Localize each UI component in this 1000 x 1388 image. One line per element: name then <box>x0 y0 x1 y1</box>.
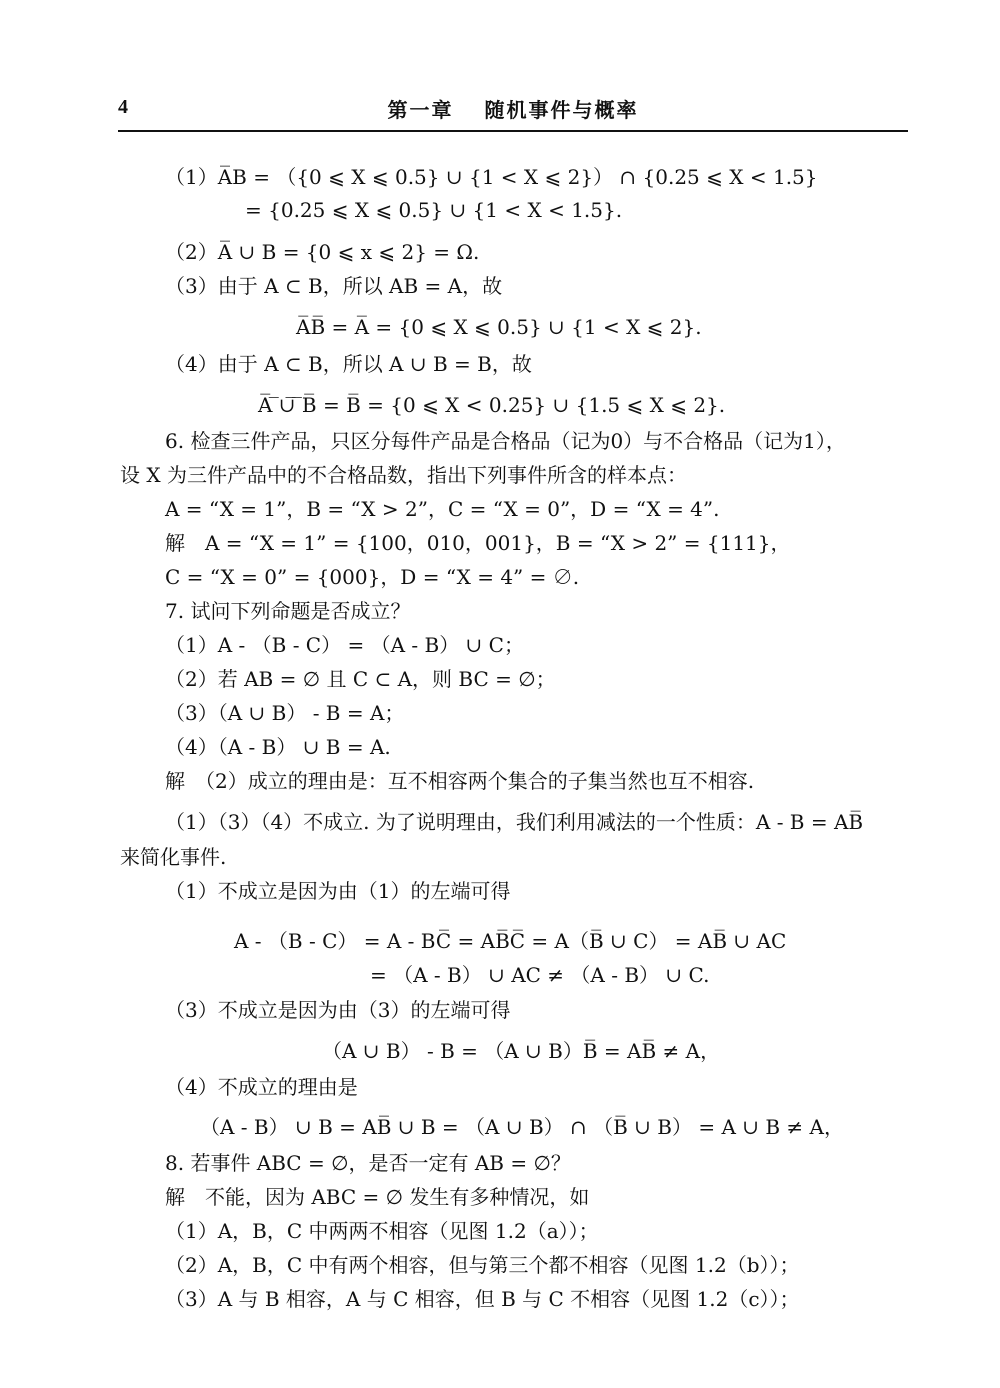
text-line: （3）（A ∪ B） - B = A； <box>165 701 405 725</box>
text-line: （3）A 与 B 相容，A 与 C 相容，但 B 与 C 不相容（见图 1.2（c））； <box>165 1287 800 1311</box>
page-number: 4 <box>118 96 128 118</box>
text-line: 设 X 为三件产品中的不合格品数，指出下列事件所含的样本点： <box>120 463 687 487</box>
text-line: （2）若 AB = ∅ 且 C ⊂ A，则 BC = ∅； <box>165 667 556 691</box>
text-line: 解 （2）成立的理由是：互不相容两个集合的子集当然也互不相容. <box>165 769 755 793</box>
text-line: （3）不成立是因为由（3）的左端可得 <box>165 998 511 1022</box>
text-line: （1）不成立是因为由（1）的左端可得 <box>165 879 511 903</box>
text-line: = （A - B） ∪ AC ≠ （A - B） ∪ C. <box>370 963 710 987</box>
text-line: = {0.25 ⩽ X ⩽ 0.5} ∪ {1 < X < 1.5}. <box>245 198 623 222</box>
text-line: （4）不成立的理由是 <box>165 1075 358 1099</box>
text-line: （A ∪ B） - B = （A ∪ B）B̅ = AB̅ ≠ A， <box>322 1039 721 1063</box>
text-line: C = “X = 0” = {000}，D = “X = 4” = ∅. <box>165 565 580 589</box>
text-line: （4）由于 A ⊂ B，所以 A ∪ B = B，故 <box>165 352 532 376</box>
text-line: A̅ ̅∪̅ ̅B̅ = B̅ = {0 ⩽ X < 0.25} ∪ {1.5 ⩽ X ⩽ 2}. <box>258 393 726 417</box>
text-line: 解 不能，因为 ABC = ∅ 发生有多种情况，如 <box>165 1185 590 1209</box>
text-line: （1）A - （B - C） = （A - B） ∪ C； <box>165 633 524 657</box>
text-line: （1）A̅B = （{0 ⩽ X ⩽ 0.5} ∪ {1 < X ⩽ 2}） ∩ {0.25 ⩽ X < 1.5} <box>165 165 818 189</box>
text-line: （1）（3）（4）不成立. 为了说明理由，我们利用减法的一个性质：A - B = AB̅ <box>165 810 864 834</box>
text-line: 7. 试问下列命题是否成立？ <box>165 599 411 623</box>
text-line: （A - B） ∪ B = AB̅ ∪ B = （A ∪ B） ∩ （B̅ ∪ B） = A ∪ B ≠ A， <box>200 1115 844 1139</box>
text-line: 来简化事件. <box>120 845 227 869</box>
text-line: （1）A，B，C 中两两不相容（见图 1.2（a））； <box>165 1219 599 1243</box>
text-line: 解 A = “X = 1” = {100，010，001}，B = “X > 2” = {111}， <box>165 531 791 555</box>
text-line: 8. 若事件 ABC = ∅，是否一定有 AB = ∅？ <box>165 1151 571 1175</box>
text-line: （2）A，B，C 中有两个相容，但与第三个都不相容（见图 1.2（b））； <box>165 1253 800 1277</box>
text-line: （2）A̅ ∪ B = {0 ⩽ x ⩽ 2} = Ω. <box>165 240 480 264</box>
text-line: A̅B̅ = A̅ = {0 ⩽ X ⩽ 0.5} ∪ {1 < X ⩽ 2}. <box>296 315 702 339</box>
page-header <box>118 94 908 132</box>
text-line: （3）由于 A ⊂ B，所以 AB = A，故 <box>165 274 503 298</box>
text-line: 6. 检查三件产品，只区分每件产品是合格品（记为0）与不合格品（记为1）， <box>165 429 846 453</box>
running-title: 第一章 随机事件与概率 <box>387 98 639 122</box>
text-line: A = “X = 1”，B = “X > 2”，C = “X = 0”，D = “X = 4”. <box>165 497 720 521</box>
text-line: A - （B - C） = A - BC̅ = AB̅C̅ = A（B̅ ∪ C） = AB̅ ∪ AC <box>234 929 787 953</box>
text-line: （4）（A - B） ∪ B = A. <box>165 735 391 759</box>
